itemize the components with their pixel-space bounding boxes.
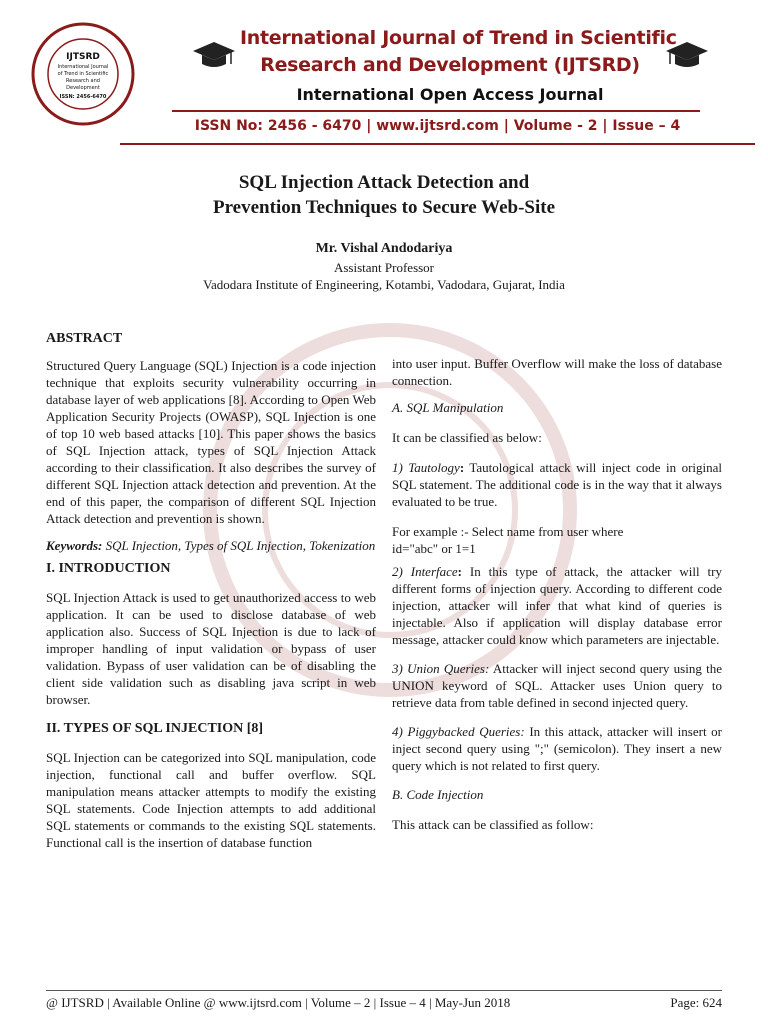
tautology-item: 1) Tautology: Tautological attack will inject code in original SQL statement. The additional code is in the way that it always evaluated to be true. [392, 460, 723, 509]
footer-divider [46, 990, 722, 991]
paragraph: It can be classified as below: [392, 430, 542, 445]
left-column [46, 330, 376, 865]
section-a-heading: A. SQL Manipulation [392, 400, 504, 415]
abstract-text: Structured Query Language (SQL) Injection is a code injection technique that exploits security vulnerability occurring in database layer of web applications [8]. According to Open Web Application Security Projects (OWASP), SQL Injection is one of top 10 web based attacks [10]. This paper shows the basics of SQL Injection attack, types of SQL Injection Attack according to their classification. It also describes the survey of different SQL Injection attack detection and prevention. At the end of this paper, the comparison of different SQL Injection Attack detection and prevention is shown. [46, 358, 376, 526]
item-text: Attacker will inject second query using the UNION keyword of SQL. Attacker uses Union query to retrieve data from table defined in second injected query. [392, 661, 722, 710]
journal-title: International Journal of Trend in Scientific [240, 27, 677, 49]
item-text: In this type of attack, the attacker will try different forms of injection query. According to different code injection, attacker will infer that what kind of queries is injectable. Also if application will display database error message, attacker could know which parameters are injectable. [392, 564, 722, 647]
example [392, 523, 722, 557]
item-label: 3) Union Queries: [392, 661, 490, 676]
logo-text: Development [66, 85, 100, 91]
types-text: SQL Injection can be categorized into SQL manipulation, code injection, functional call and buffer overflow. SQL manipulation means attacker attempts to modify the existing SQL statements. Code Injection attempts to add additional SQL statements or commands to the existing SQL statements. Functional call is the insertion of database function [46, 750, 376, 850]
logo-text: IJTSRD [66, 52, 100, 62]
intro-text: SQL Injection Attack is used to get unauthorized access to web application. It can be used to disclose database of web application also. Success of SQL Injection is due to lack of improper handling of input validation or bypass of user validation. Bypass of user validation can be of disabling the client side validation such as disabling java script in web browser. [46, 590, 376, 707]
section-b-heading: B. Code Injection [392, 787, 484, 802]
item-label: 1) Tautology [392, 460, 460, 475]
example-line: id="abc" or 1=1 [392, 541, 476, 556]
logo-text: ISSN: 2456-6470 [59, 94, 107, 100]
author-affiliation: Vadodara Institute of Engineering, Kotambi, Vadodara, Gujarat, India [203, 277, 565, 292]
title-line: Prevention Techniques to Secure Web-Site [212, 197, 556, 218]
keywords-text: SQL Injection, Types of SQL Injection, Tokenization [102, 538, 376, 553]
paragraph: This attack can be classified as follow: [392, 817, 594, 832]
piggyback-item [392, 723, 722, 774]
journal-subtitle: International Open Access Journal [296, 85, 604, 104]
journal-header [0, 0, 768, 150]
paper-title [100, 170, 668, 220]
union-item [392, 660, 722, 711]
keywords-label: Keywords: [46, 538, 103, 553]
logo-text: International Journal [57, 64, 109, 70]
item-text: In this attack, attacker will insert or inject second query using ";" (semicolon). They insert a new query which is not related to first query. [392, 724, 723, 773]
item-text: Tautological attack will inject code in original SQL statement. The additional code is in the way that it always evaluated to be true. [392, 460, 723, 509]
page-number: Page: 624 [670, 995, 722, 1010]
example-line: For example :- Select name from user where [392, 524, 624, 539]
logo-text: of Trend in Scientific [57, 71, 109, 77]
issn-line: ISSN No: 2456 - 6470 | www.ijtsrd.com | Volume - 2 | Issue – 4 [194, 118, 681, 134]
interface-item: 2) Interface: In this type of attack, the attacker will try different forms of injection query. According to different code injection, attacker will infer that what kind of queries is injectable. Also if application will display database error message, attacker could know which parameters are injectable. [392, 564, 722, 647]
journal-title: Research and Development (IJTSRD) [260, 54, 640, 76]
title-line: SQL Injection Attack Detection and [238, 172, 530, 193]
footer-info: @ IJTSRD | Available Online @ www.ijtsrd.com | Volume – 2 | Issue – 4 | May-Jun 2018 [46, 995, 511, 1010]
intro-heading: I. INTRODUCTION [46, 561, 171, 576]
header-divider [172, 110, 700, 112]
item-label: 2) Interface [392, 564, 458, 579]
paragraph: into user input. Buffer Overflow will make the loss of database connection. [392, 356, 722, 388]
author-role: Assistant Professor [333, 260, 435, 275]
ijtsrd-logo [31, 22, 135, 126]
logo-text: Research and [66, 78, 100, 84]
author-name: Mr. Vishal Andodariya [315, 241, 453, 256]
keywords [46, 537, 376, 554]
types-heading: II. TYPES OF SQL INJECTION [8] [46, 721, 264, 736]
right-column [392, 355, 722, 847]
header-divider [120, 143, 755, 145]
graduation-cap-icon [191, 40, 237, 70]
abstract-heading: ABSTRACT [46, 331, 123, 346]
item-label: 4) Piggybacked Queries: [392, 724, 525, 739]
